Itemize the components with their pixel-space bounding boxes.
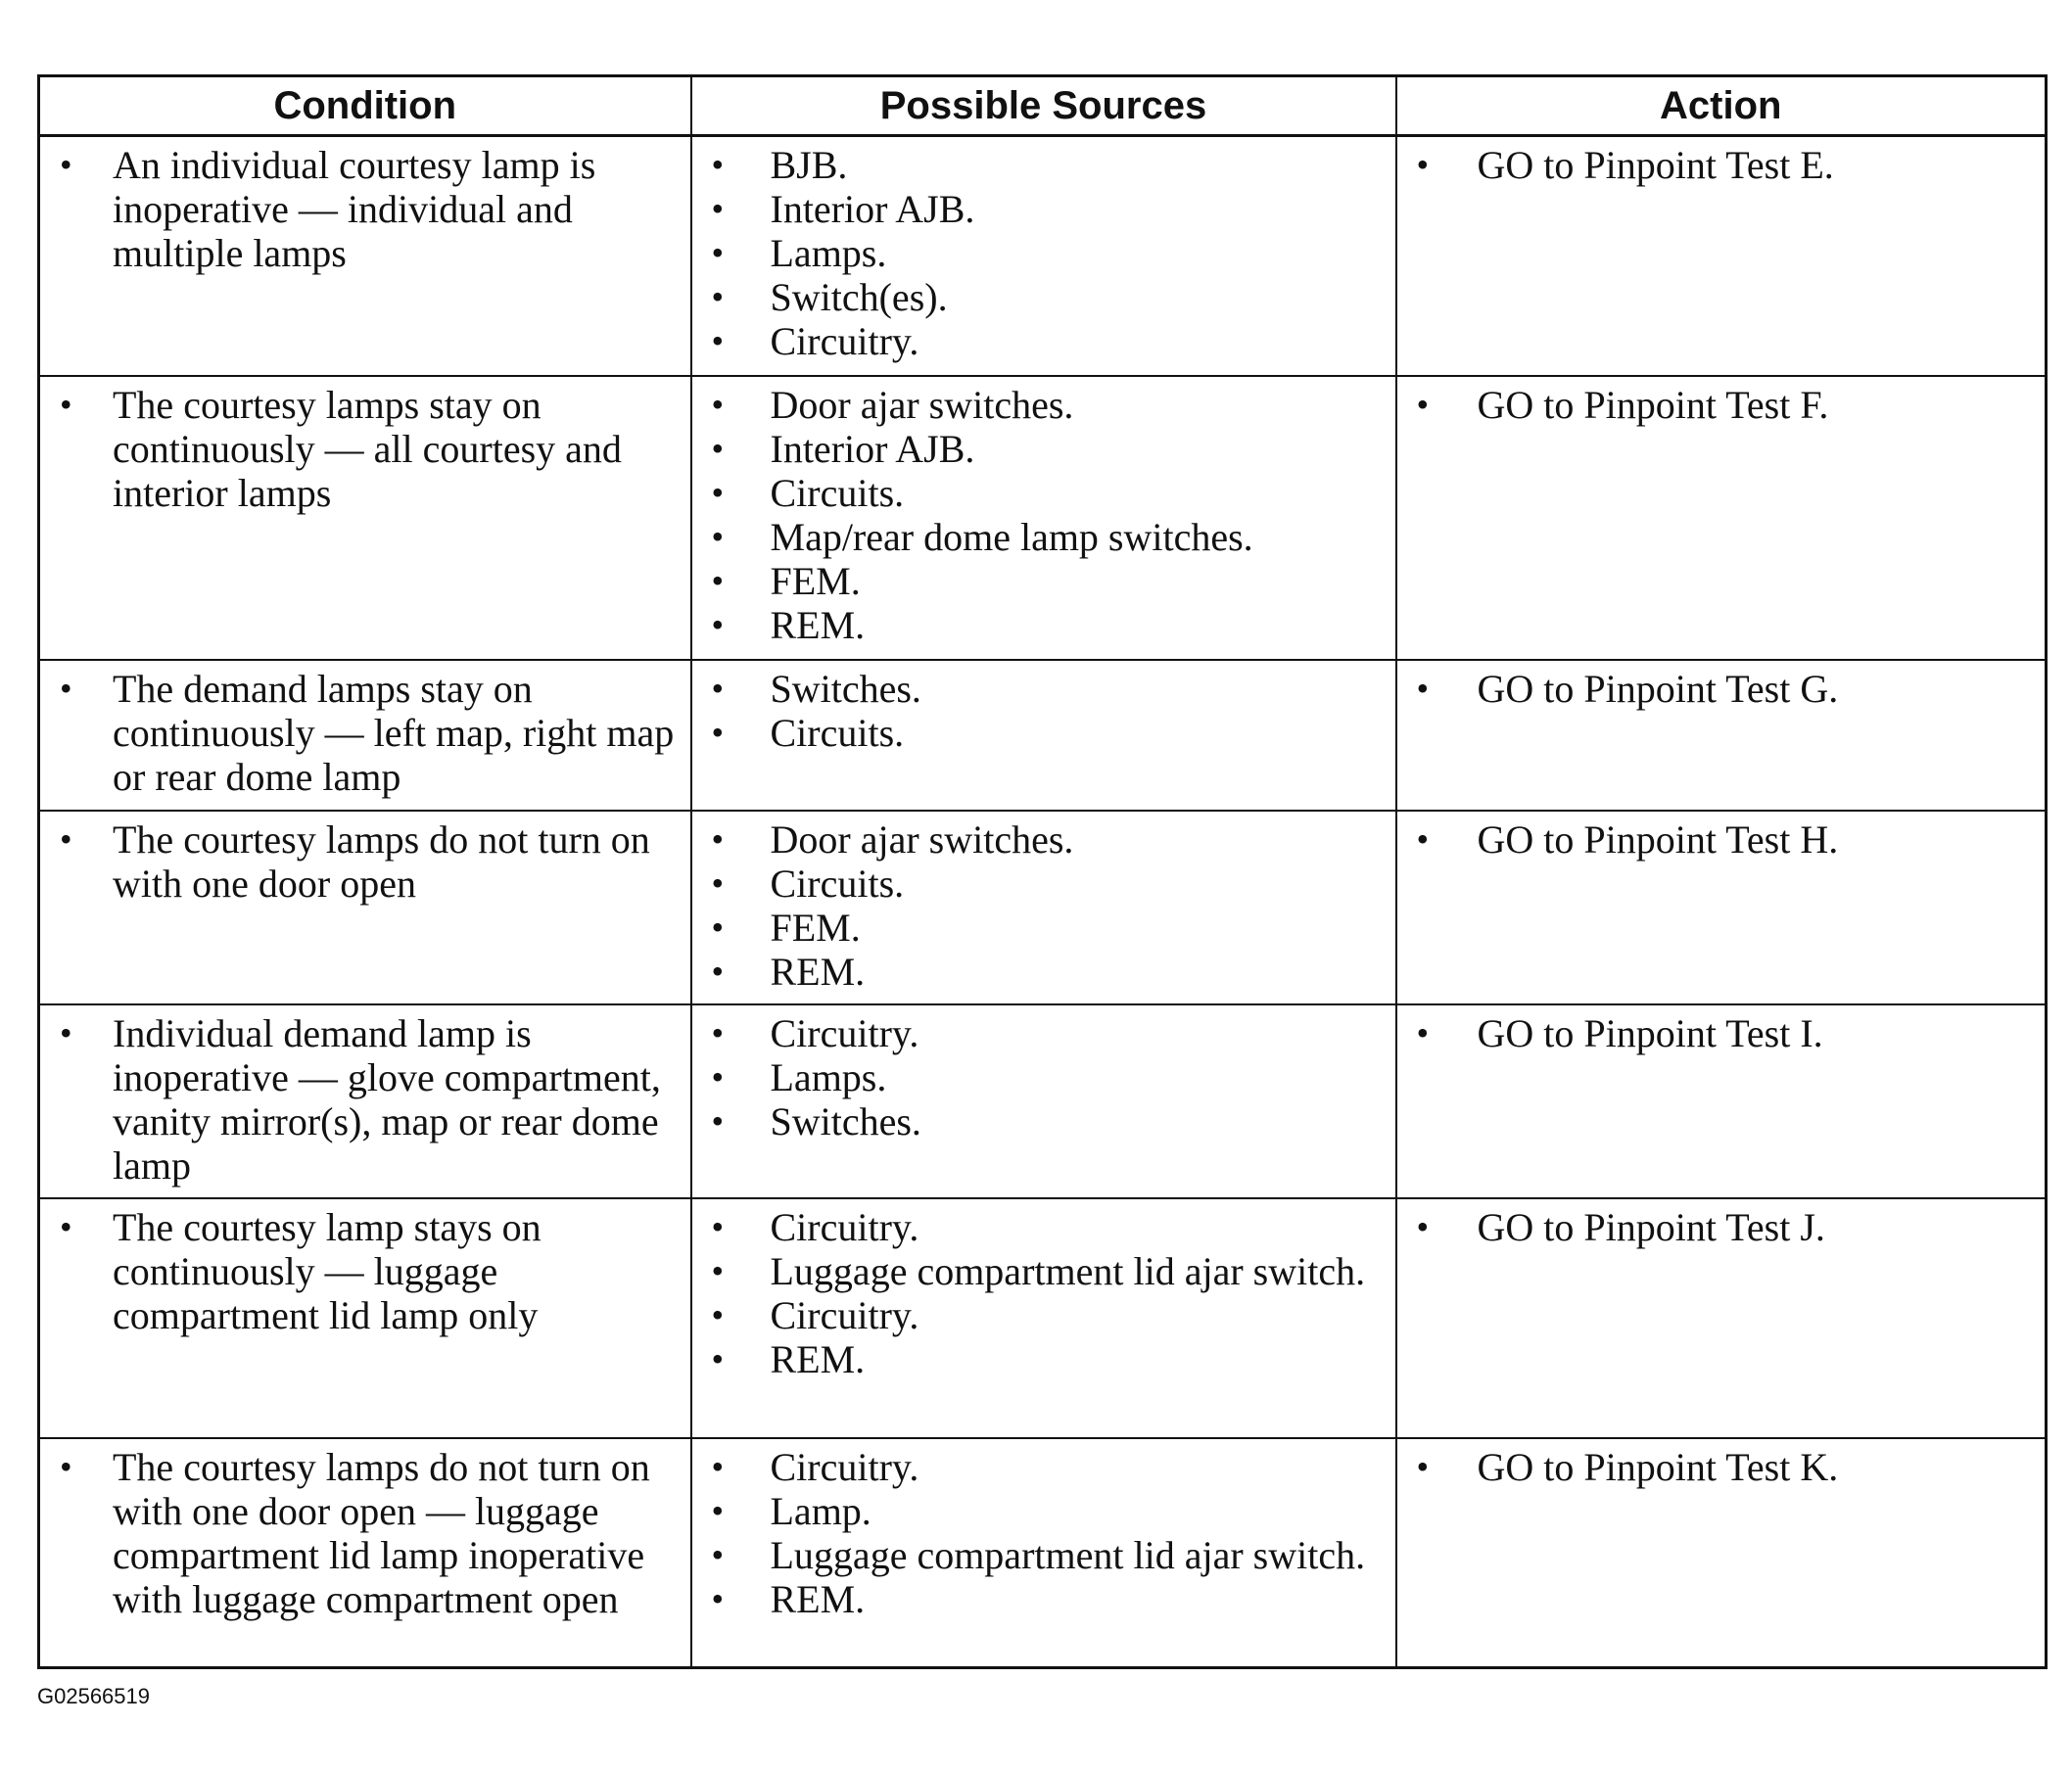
condition-cell [39, 1438, 691, 1668]
source-item: • REM. [706, 1337, 1386, 1381]
source-item: • Lamps. [706, 231, 1386, 275]
source-item: • Switches. [706, 1099, 1386, 1143]
sources-cell [691, 136, 1396, 376]
source-item: • REM. [706, 603, 1386, 647]
source-item: • Luggage compartment lid ajar switch. [706, 1533, 1386, 1577]
condition-cell [39, 811, 691, 1004]
action-text: • GO to Pinpoint Test I. [1411, 1011, 2036, 1055]
action-text: • GO to Pinpoint Test F. [1411, 383, 2036, 427]
source-item: • Circuitry. [706, 1011, 1386, 1055]
condition-cell [39, 660, 691, 811]
table-row [39, 376, 2047, 660]
sources-cell [691, 1004, 1396, 1198]
action-text: • GO to Pinpoint Test E. [1411, 143, 2036, 187]
source-item: • Interior AJB. [706, 427, 1386, 471]
source-item: • REM. [706, 1577, 1386, 1621]
source-item: • Circuitry. [706, 319, 1386, 363]
condition-text: • The demand lamps stay on continuously — left map, right map or rear dome lamp [54, 667, 681, 799]
action-cell [1396, 376, 2047, 660]
source-item: • FEM. [706, 906, 1386, 950]
condition-cell [39, 1004, 691, 1198]
action-cell [1396, 660, 2047, 811]
source-item: • Interior AJB. [706, 187, 1386, 231]
action-text: • GO to Pinpoint Test J. [1411, 1205, 2036, 1249]
source-item: • Circuitry. [706, 1205, 1386, 1249]
table-row [39, 811, 2047, 1004]
figure-id: G02566519 [37, 1684, 150, 1708]
table-row [39, 1004, 2047, 1198]
condition-text: • An individual courtesy lamp is inoperative — individual and multiple lamps [54, 143, 681, 275]
source-item: • Door ajar switches. [706, 383, 1386, 427]
header-possible-sources: Possible Sources [691, 76, 1396, 136]
source-item: • Switch(es). [706, 275, 1386, 319]
table-row [39, 136, 2047, 376]
action-cell [1396, 1198, 2047, 1438]
sources-cell [691, 376, 1396, 660]
header-row [39, 76, 2047, 136]
condition-cell [39, 376, 691, 660]
action-text: • GO to Pinpoint Test G. [1411, 667, 2036, 711]
source-item: • BJB. [706, 143, 1386, 187]
sources-cell [691, 1198, 1396, 1438]
action-cell [1396, 1438, 2047, 1668]
source-item: • REM. [706, 950, 1386, 994]
condition-cell [39, 1198, 691, 1438]
source-item: • FEM. [706, 559, 1386, 603]
header-action: Action [1396, 76, 2047, 136]
source-item: • Circuitry. [706, 1293, 1386, 1337]
condition-text: • Individual demand lamp is inoperative — glove compartment, vanity mirror(s), map or rear dome lamp [54, 1011, 681, 1188]
action-cell [1396, 136, 2047, 376]
header-condition: Condition [39, 76, 691, 136]
sources-cell [691, 660, 1396, 811]
source-item: • Circuits. [706, 711, 1386, 755]
source-item: • Map/rear dome lamp switches. [706, 515, 1386, 559]
table-row [39, 660, 2047, 811]
source-item: • Circuitry. [706, 1445, 1386, 1489]
action-cell [1396, 811, 2047, 1004]
sources-cell [691, 1438, 1396, 1668]
source-item: • Switches. [706, 667, 1386, 711]
source-item: • Circuits. [706, 862, 1386, 906]
action-cell [1396, 1004, 2047, 1198]
condition-text: • The courtesy lamp stays on continuously — luggage compartment lid lamp only [54, 1205, 681, 1337]
source-item: • Door ajar switches. [706, 817, 1386, 862]
table-row [39, 1438, 2047, 1668]
action-text: • GO to Pinpoint Test H. [1411, 817, 2036, 862]
condition-cell [39, 136, 691, 376]
condition-text: • The courtesy lamps do not turn on with one door open — luggage compartment lid lamp inoperative with luggage compartment open [54, 1445, 681, 1621]
source-item: • Lamp. [706, 1489, 1386, 1533]
source-item: • Circuits. [706, 471, 1386, 515]
condition-text: • The courtesy lamps stay on continuously — all courtesy and interior lamps [54, 383, 681, 515]
table-row [39, 1198, 2047, 1438]
sources-cell [691, 811, 1396, 1004]
source-item: • Luggage compartment lid ajar switch. [706, 1249, 1386, 1293]
action-text: • GO to Pinpoint Test K. [1411, 1445, 2036, 1489]
condition-text: • The courtesy lamps do not turn on with one door open [54, 817, 681, 906]
diagnosis-table [37, 74, 2048, 1669]
source-item: • Lamps. [706, 1055, 1386, 1099]
